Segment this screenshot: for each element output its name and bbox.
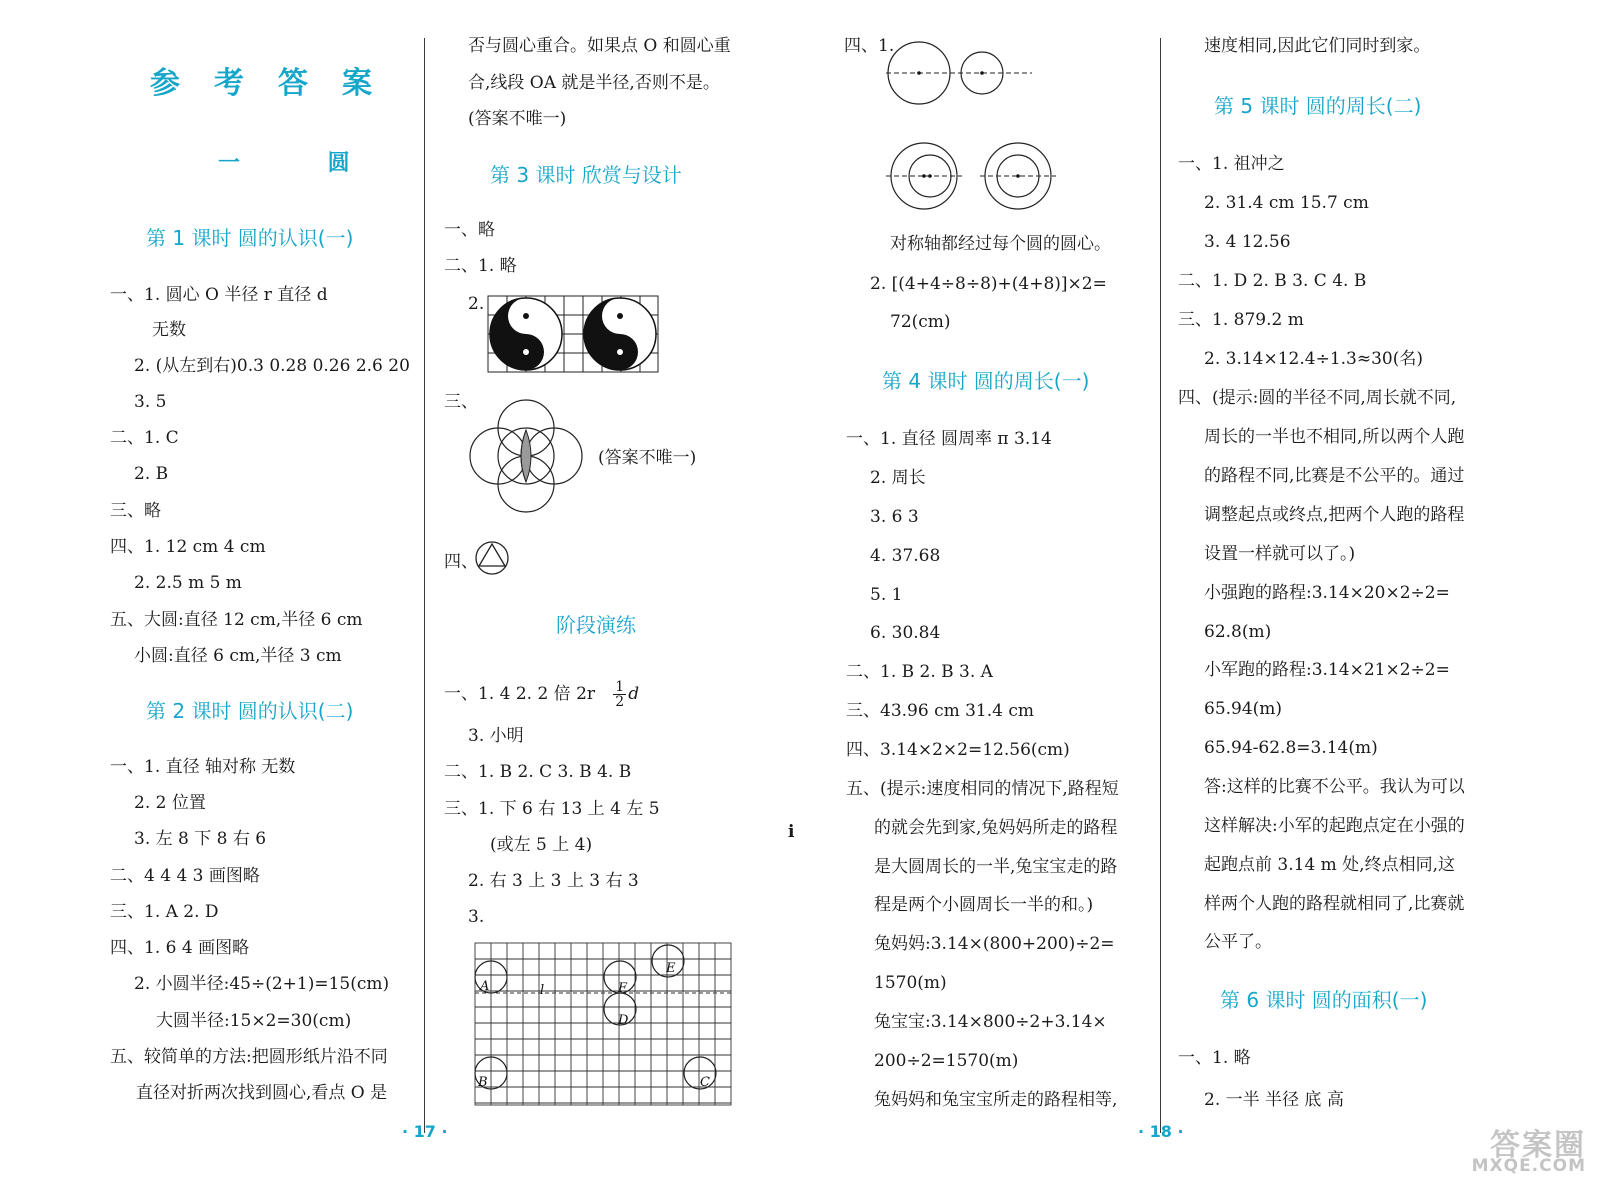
col3-line: 200÷2=1570(m): [874, 1051, 1019, 1071]
col2-line: 三、1. 下 6 右 13 上 4 左 5: [444, 799, 660, 819]
col1-line: 2. 2 位置: [134, 793, 206, 813]
col2-line: 3. 小明: [468, 726, 524, 746]
col2-line: 否与圆心重合。如果点 O 和圆心重: [468, 36, 731, 56]
col1-line: 2. 2.5 m 5 m: [134, 573, 242, 593]
col4-line: 调整起点或终点,把两个人跑的路程: [1204, 505, 1465, 525]
col4-line: 小军跑的路程:3.14×21×2÷2=: [1204, 660, 1450, 680]
col4-line: 2. 一半 半径 底 高: [1204, 1090, 1344, 1110]
col4-line: 四、(提示:圆的半径不同,周长就不同,: [1178, 388, 1457, 408]
col4-line: 一、1. 略: [1178, 1048, 1251, 1068]
col3-line: 2. 周长: [870, 468, 926, 488]
lesson-1-heading: 第 1 课时 圆的认识(一): [146, 226, 354, 250]
column-3: [840, 0, 1160, 1145]
col4-line: 小强跑的路程:3.14×20×2÷2=: [1204, 583, 1450, 603]
col2-line: 三、: [444, 392, 478, 412]
col3-line: 兔宝宝:3.14×800÷2+3.14×: [874, 1012, 1107, 1032]
col3-line: 三、43.96 cm 31.4 cm: [846, 701, 1035, 721]
col1-line: 二、1. C: [110, 428, 179, 448]
page-title: 参考答案: [150, 66, 406, 101]
col4-line: 这样解决:小军的起跑点定在小强的: [1204, 816, 1465, 836]
stray-mark: ⅰ: [788, 822, 795, 842]
watermark-logo: [1416, 1120, 1586, 1180]
point-label-e: E: [666, 961, 676, 976]
col3-line: 3. 6 3: [870, 507, 919, 527]
col4-line: 65.94-62.8=3.14(m): [1204, 738, 1378, 758]
col1-line: 四、1. 12 cm 4 cm: [110, 537, 266, 557]
col1-line: 直径对折两次找到圆心,看点 O 是: [136, 1083, 388, 1103]
col3-line: 的就会先到家,兔妈妈所走的路程: [874, 818, 1118, 838]
col2-line: 合,线段 OA 就是半径,否则不是。: [468, 73, 720, 93]
lesson-6-heading: 第 6 课时 圆的面积(一): [1220, 988, 1428, 1012]
half-fraction: $\frac{1}{2}$: [615, 679, 625, 710]
col3-line: 2. [(4+4÷8÷8)+(4+8)]×2=: [870, 274, 1107, 294]
d-variable: d: [628, 684, 640, 704]
column-4: [1166, 0, 1586, 1145]
grid-circles-figure: [474, 942, 732, 1108]
col1-line: 二、4 4 4 3 画图略: [110, 866, 260, 886]
col4-line: 公平了。: [1204, 932, 1272, 952]
point-label-c: C: [700, 1075, 710, 1090]
col4-line: 62.8(m): [1204, 622, 1272, 642]
col1-line: 2. (从左到右)0.3 0.28 0.26 2.6 20: [134, 356, 410, 376]
col1-line: 2. 小圆半径:45÷(2+1)=15(cm): [134, 974, 390, 994]
col4-line: 2. 3.14×12.4÷1.3≈30(名): [1204, 349, 1423, 369]
col1-line: 无数: [152, 320, 186, 340]
circle-triangle-figure: [474, 540, 510, 576]
col1-line: 3. 左 8 下 8 右 6: [134, 829, 267, 849]
col4-line: 答:这样的比赛不公平。我认为可以: [1204, 777, 1465, 797]
col1-line: 3. 5: [134, 392, 167, 412]
col1-line: 一、1. 直径 轴对称 无数: [110, 757, 296, 777]
page-number-right: · 18 ·: [1138, 1122, 1184, 1141]
column-1: [0, 0, 420, 1145]
col3-line: 兔妈妈和兔宝宝所走的路程相等,: [874, 1090, 1118, 1110]
col1-line: 大圆半径:15×2=30(cm): [156, 1011, 352, 1031]
col3-line: 二、1. B 2. B 3. A: [846, 662, 993, 682]
col3-line: 72(cm): [890, 312, 951, 332]
col2-line: 四、: [444, 552, 478, 572]
col3-line: 一、1. 直径 圆周率 π 3.14: [846, 429, 1052, 449]
point-label-d: D: [618, 1013, 629, 1028]
column-divider: [424, 38, 425, 1133]
col2-note: (答案不唯一): [598, 448, 697, 468]
col4-line: 起跑点前 3.14 m 处,终点相同,这: [1204, 855, 1455, 875]
col3-line: 程是两个小圆周长一半的和。): [874, 895, 1094, 915]
line-label-l: l: [540, 983, 545, 998]
concentric-circles-figure-2: [980, 140, 1056, 212]
col3-line: 5. 1: [870, 585, 903, 605]
col4-line: 65.94(m): [1204, 699, 1283, 719]
yin-yang-grid-figure: [486, 294, 660, 374]
point-label-a: A: [480, 979, 490, 994]
column-2: [430, 0, 790, 1145]
col4-line: 2. 31.4 cm 15.7 cm: [1204, 193, 1369, 213]
col3-line: 对称轴都经过每个圆的圆心。: [890, 234, 1111, 254]
col4-line: 二、1. D 2. B 3. C 4. B: [1178, 271, 1367, 291]
col3-line: 四、1.: [844, 36, 895, 56]
col2-line: (或左 5 上 4): [490, 835, 593, 855]
two-touching-circles-figure: [886, 40, 1032, 106]
col1-line: 五、较简单的方法:把圆形纸片沿不同: [110, 1047, 388, 1067]
col4-line: 的路程不同,比赛是不公平的。通过: [1204, 466, 1465, 486]
col4-line: 速度相同,因此它们同时到家。: [1204, 36, 1431, 56]
col1-line: 三、1. A 2. D: [110, 902, 219, 922]
col4-line: 周长的一半也不相同,所以两个人跑: [1204, 427, 1465, 447]
point-label-b: B: [478, 1075, 488, 1090]
col3-line: 是大圆周长的一半,兔宝宝走的路: [874, 857, 1118, 877]
col2-line: 一、略: [444, 220, 495, 240]
lesson-4-heading: 第 4 课时 圆的周长(一): [882, 369, 1090, 393]
col1-line: 四、1. 6 4 画图略: [110, 938, 250, 958]
col4-line: 一、1. 祖冲之: [1178, 154, 1285, 174]
watermark-url: MXQE.COM: [1471, 1156, 1586, 1176]
col2-line: 3.: [468, 907, 485, 927]
col1-line: 五、大圆:直径 12 cm,半径 6 cm: [110, 610, 363, 630]
lesson-2-heading: 第 2 课时 圆的认识(二): [146, 699, 354, 723]
overlapping-circles-figure: [470, 400, 582, 512]
col3-line: 兔妈妈:3.14×(800+200)÷2=: [874, 934, 1115, 954]
col1-line: 一、1. 圆心 O 半径 r 直径 d: [110, 285, 328, 305]
point-label-f: F: [618, 981, 628, 996]
watermark-text: 答案圈: [1490, 1128, 1586, 1163]
col2-line: 2.: [468, 294, 485, 314]
col3-line: 五、(提示:速度相同的情况下,路程短: [846, 779, 1119, 799]
col3-line: 四、3.14×2×2=12.56(cm): [846, 740, 1070, 760]
col2-line: 2. 右 3 上 3 上 3 右 3: [468, 871, 639, 891]
col1-line: 2. B: [134, 464, 169, 484]
col4-line: 设置一样就可以了。): [1204, 544, 1356, 564]
col4-line: 三、1. 879.2 m: [1178, 310, 1304, 330]
concentric-circles-figure-1: [886, 140, 962, 212]
stage-answer-text: 一、1. 4 2. 2 倍 2r: [444, 684, 596, 704]
unit-heading: 一 圆: [218, 151, 390, 176]
col3-line: 4. 37.68: [870, 546, 941, 566]
col3-line: 1570(m): [874, 973, 947, 993]
page-number-left: · 17 ·: [402, 1122, 448, 1141]
col2-line: (答案不唯一): [468, 109, 567, 129]
col1-line: 小圆:直径 6 cm,半径 3 cm: [134, 646, 342, 666]
lesson-3-heading: 第 3 课时 欣赏与设计: [490, 163, 682, 187]
col4-line: 3. 4 12.56: [1204, 232, 1291, 252]
col2-line: [444, 680, 639, 709]
lesson-5-heading: 第 5 课时 圆的周长(二): [1214, 94, 1422, 118]
col4-line: 样两个人跑的路程就相同了,比赛就: [1204, 894, 1465, 914]
col2-line: 二、1. B 2. C 3. B 4. B: [444, 762, 632, 782]
col3-line: 6. 30.84: [870, 623, 941, 643]
column-divider: [1160, 38, 1161, 1133]
stage-practice-heading: 阶段演练: [556, 613, 636, 637]
col1-line: 三、略: [110, 501, 161, 521]
col2-line: 二、1. 略: [444, 256, 517, 276]
